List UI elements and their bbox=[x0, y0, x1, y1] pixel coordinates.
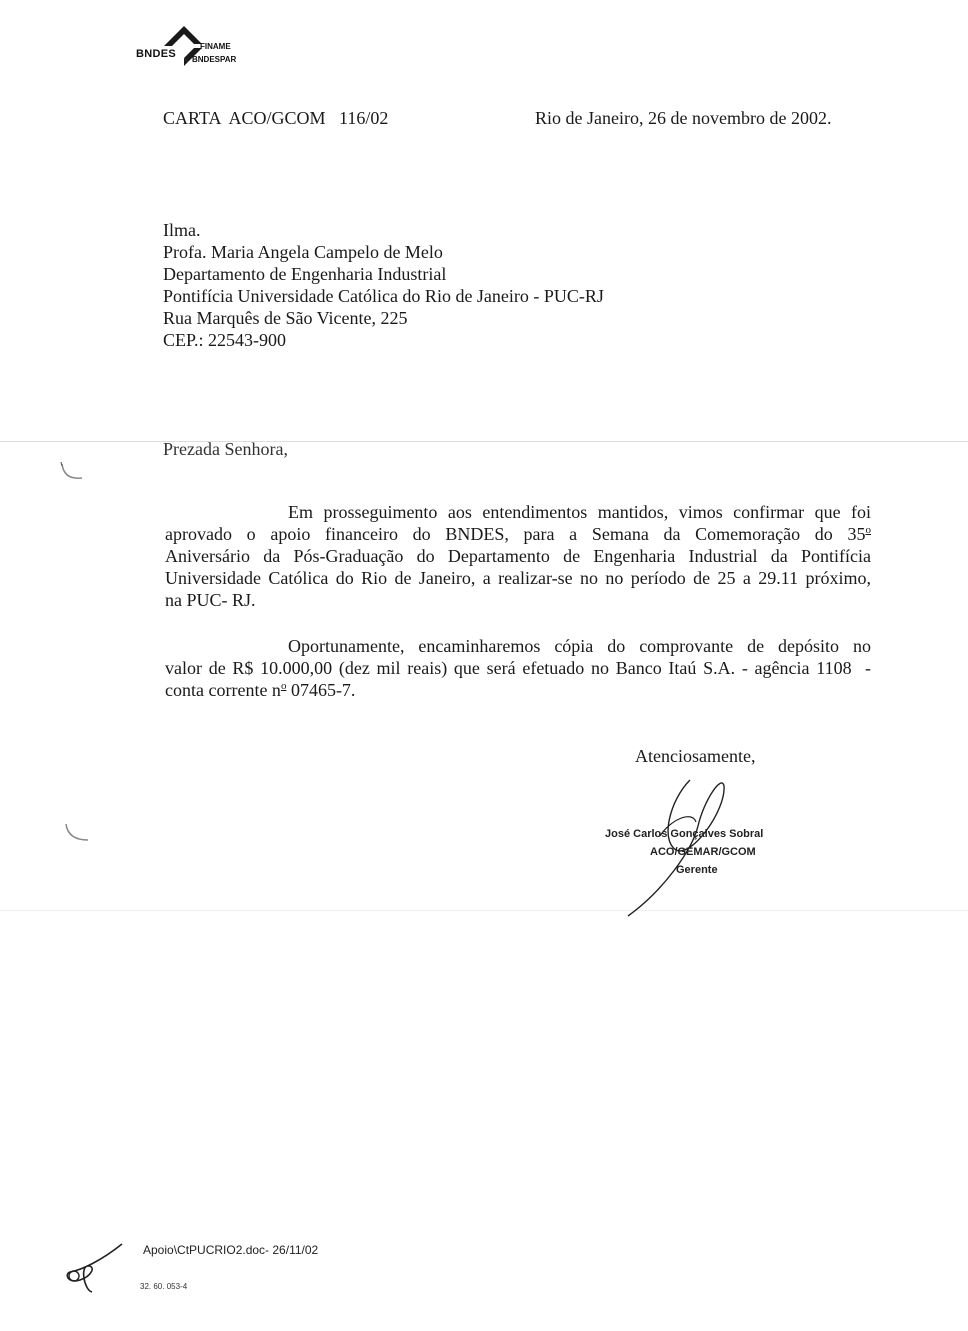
paragraph-line-text: aprovado o apoio financeiro do BNDES, para a Semana da Comemoração do 35 bbox=[165, 524, 866, 544]
paragraph-line: na PUC- RJ. bbox=[165, 590, 256, 610]
logo-sub-bndespar: BNDESPAR bbox=[192, 55, 237, 64]
paragraph-line: Universidade Católica do Rio de Janeiro, a realizar-se no no período de 25 a 29.11 próximo, bbox=[165, 568, 871, 588]
ordinal-superscript: o bbox=[280, 680, 287, 692]
recipient-line: Departamento de Engenharia Industrial bbox=[163, 264, 447, 284]
logo-text: BNDES bbox=[136, 48, 177, 60]
paragraph-line: Aniversário da Pós-Graduação do Departamento de Engenharia Industrial da Pontifícia bbox=[165, 546, 871, 566]
recipient-line: Rua Marquês de São Vicente, 225 bbox=[163, 308, 408, 328]
body-paragraph-2 bbox=[165, 635, 871, 701]
paragraph-line bbox=[165, 523, 871, 545]
recipient-line: Profa. Maria Angela Campelo de Melo bbox=[163, 242, 443, 262]
recipient-line: CEP.: 22543-900 bbox=[163, 330, 287, 350]
recipient-block bbox=[163, 219, 863, 351]
recipient-line: Ilma. bbox=[163, 220, 201, 240]
initials-mark-icon bbox=[62, 1240, 132, 1296]
letter-date: Rio de Janeiro, 26 de novembro de 2002. bbox=[535, 108, 832, 128]
paragraph-line: Oportunamente, encaminharemos cópia do comprovante de depósito no bbox=[288, 636, 871, 656]
punch-hole-mark bbox=[58, 458, 88, 488]
salutation: Prezada Senhora, bbox=[163, 439, 288, 459]
file-reference: Apoio\CtPUCRIO2.doc- 26/11/02 bbox=[143, 1243, 319, 1257]
closing: Atenciosamente, bbox=[635, 746, 756, 766]
recipient-line: Pontifícia Universidade Católica do Rio de Janeiro - PUC-RJ bbox=[163, 286, 604, 306]
bndes-logo-icon bbox=[134, 18, 254, 74]
fold-line bbox=[0, 441, 968, 442]
signatory-role: Gerente bbox=[676, 864, 718, 876]
punch-hole-mark bbox=[62, 820, 92, 850]
paragraph-line: Em prosseguimento aos entendimentos mantidos, vimos confirmar que foi bbox=[288, 502, 871, 522]
paragraph-line: valor de R$ 10.000,00 (dez mil reais) que será efetuado no Banco Itaú S.A. - agência 1108 - bbox=[165, 658, 871, 678]
logo-sub-finame: FINAME bbox=[200, 42, 231, 51]
body-paragraph-1 bbox=[165, 501, 871, 611]
paragraph-line bbox=[165, 679, 871, 701]
paragraph-line-text: 07465-7. bbox=[286, 680, 356, 700]
fold-line bbox=[0, 910, 968, 911]
ordinal-superscript: o bbox=[865, 524, 871, 536]
letter-reference: CARTA ACO/GCOM 116/02 bbox=[163, 108, 389, 128]
form-code: 32. 60. 053-4 bbox=[140, 1282, 188, 1291]
handwritten-signature-icon bbox=[600, 770, 750, 920]
signatory-name: José Carlos Gonçalves Sobral bbox=[605, 828, 764, 840]
paragraph-line-text: conta corrente n bbox=[165, 680, 281, 700]
signatory-department: ACO/GEMAR/GCOM bbox=[650, 846, 756, 858]
